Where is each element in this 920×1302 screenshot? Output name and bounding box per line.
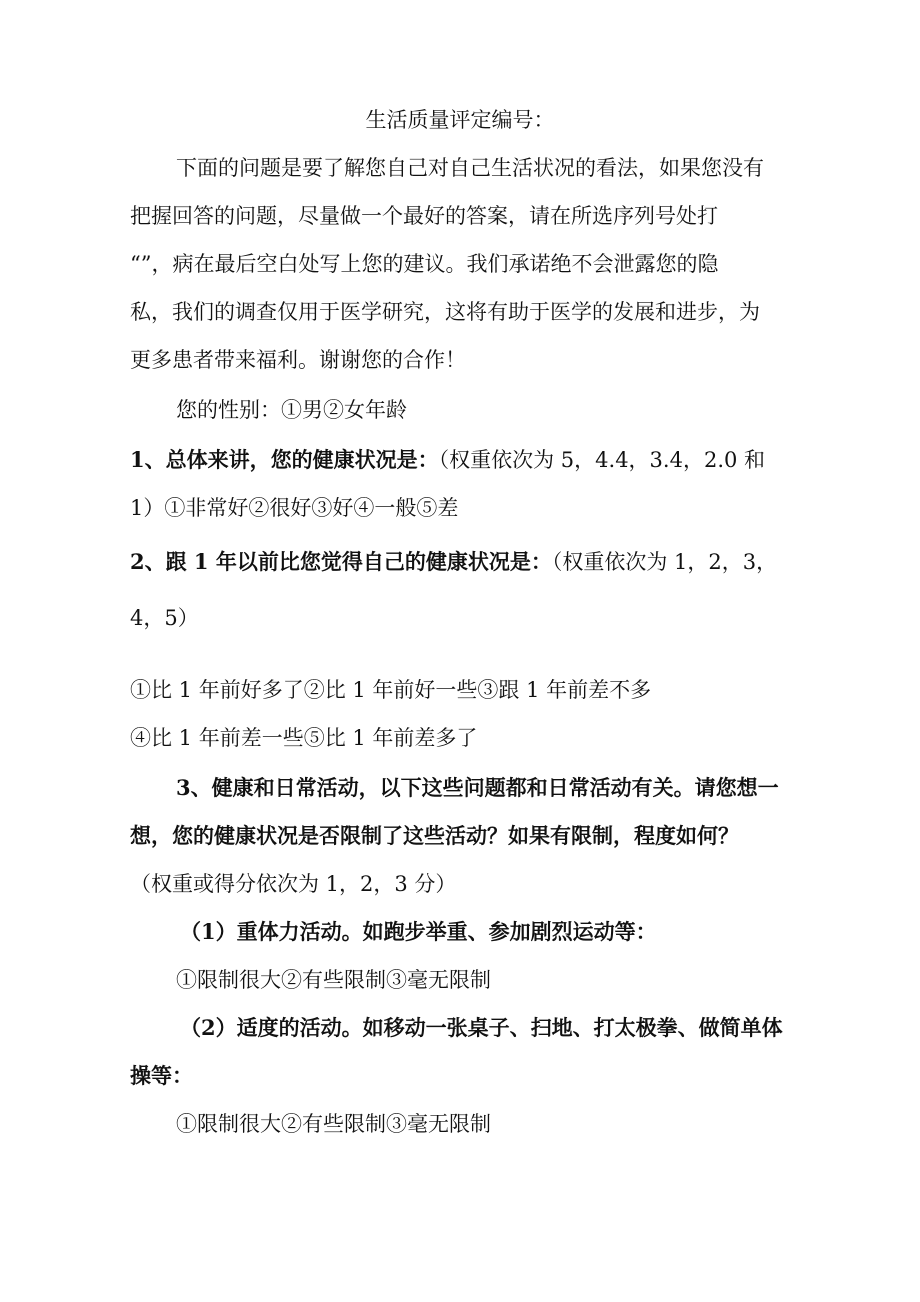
question-1-options: 1）①非常好②很好③好④一般⑤差: [130, 496, 459, 520]
question-3-label-2: 想，您的健康状况是否限制了这些活动？如果有限制，程度如何？: [130, 823, 739, 848]
question-3-sub1-label: （1）重体力活动。如跑步举重、参加剧烈运动等：: [180, 919, 657, 944]
question-2: [130, 548, 777, 576]
document-title: 生活质量评定编号：: [365, 108, 555, 132]
question-2-options-2: ④比 1 年前差一些⑤比 1 年前差多了: [130, 726, 478, 750]
question-3-sub2-label-2: 操等：: [130, 1063, 193, 1088]
intro-line-3: “”，病在最后空白处写上您的建议。我们承诺绝不会泄露您的隐: [130, 252, 719, 276]
intro-line-2: 把握回答的问题，尽量做一个最好的答案，请在所选序列号处打: [130, 204, 718, 228]
question-1-label: 1、总体来讲，您的健康状况是：: [130, 447, 439, 472]
question-3-sub2-options: ①限制很大②有些限制③毫无限制: [176, 1112, 491, 1136]
question-2-weights-cont: 4，5）: [130, 606, 199, 630]
intro-line-1: 下面的问题是要了解您自己对自己生活状况的看法，如果您没有: [176, 156, 764, 180]
intro-line-5: 更多患者带来福利。谢谢您的合作！: [130, 348, 466, 372]
question-3-sub1-options: ①限制很大②有些限制③毫无限制: [176, 968, 491, 992]
question-2-label: 2、跟 1 年以前比您觉得自己的健康状况是：: [130, 549, 552, 574]
question-2-options-1: ①比 1 年前好多了②比 1 年前好一些③跟 1 年前差不多: [130, 678, 652, 702]
question-3-weights: （权重或得分依次为 1，2，3 分）: [130, 872, 457, 896]
question-2-weights: （权重依次为 1，2，3，: [551, 550, 778, 574]
question-3-sub2-label-1: （2）适度的活动。如移动一张桌子、扫地、打太极拳、做简单体: [180, 1015, 783, 1040]
question-1-weights: （权重依次为 5，4.4，3.4，2.0 和: [438, 448, 766, 472]
question-1: [130, 446, 765, 474]
intro-line-4: 私，我们的调查仅用于医学研究，这将有助于医学的发展和进步，为: [130, 300, 760, 324]
gender-age-line: 您的性别：①男②女年龄: [176, 398, 407, 422]
question-3-label-1: 3、健康和日常活动，以下这些问题都和日常活动有关。请您想一: [176, 775, 779, 800]
